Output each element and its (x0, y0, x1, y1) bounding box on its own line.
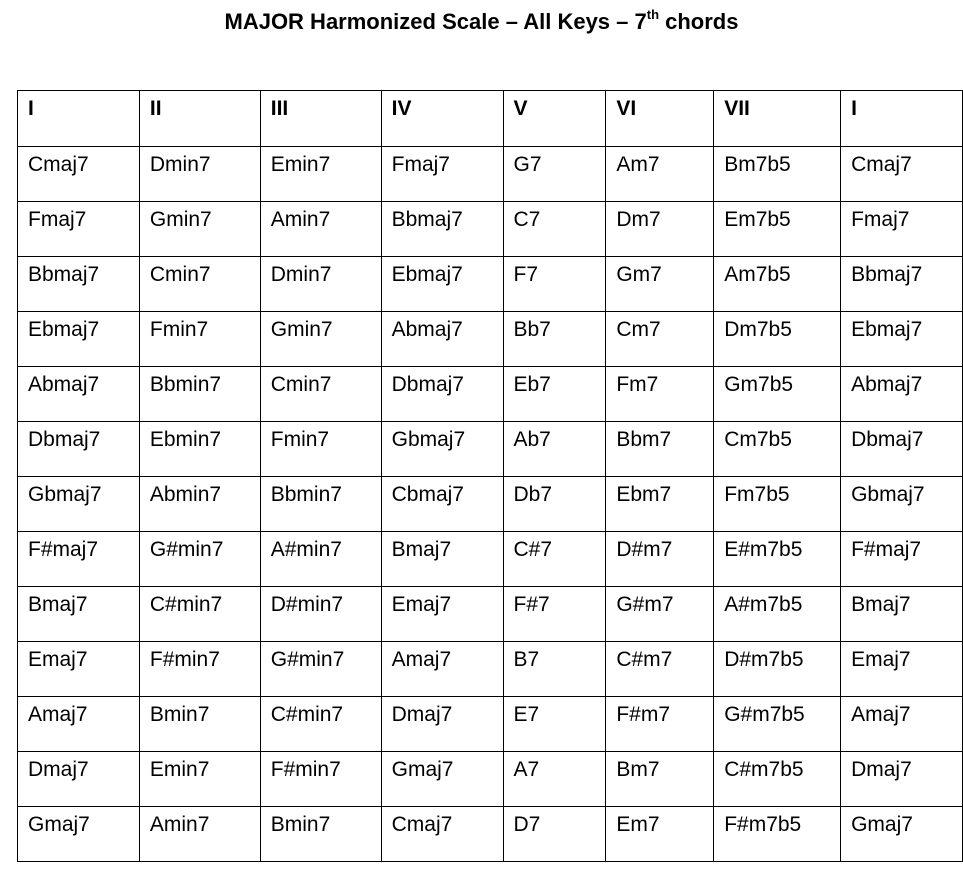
table-row (18, 257, 963, 312)
chord-cell: Bbmin7 (260, 477, 381, 532)
chord-cell: Dmin7 (260, 257, 381, 312)
chord-cell: F#min7 (139, 642, 260, 697)
chord-cell: G#m7 (606, 587, 714, 642)
chord-cell: Dmaj7 (18, 752, 140, 807)
chord-cell: Cm7b5 (714, 422, 841, 477)
chord-cell: Abmaj7 (841, 367, 963, 422)
chord-cell: Gbmaj7 (381, 422, 503, 477)
chord-cell: F7 (503, 257, 606, 312)
chord-cell: Gmaj7 (381, 752, 503, 807)
chord-cell: Bmaj7 (381, 532, 503, 587)
chord-cell: Abmaj7 (18, 367, 140, 422)
chord-cell: Cmaj7 (381, 807, 503, 862)
chord-cell: Gmin7 (139, 202, 260, 257)
chord-cell: Fmin7 (139, 312, 260, 367)
chord-cell: Eb7 (503, 367, 606, 422)
table-row (18, 642, 963, 697)
chord-cell: Fmaj7 (18, 202, 140, 257)
chord-cell: Ebm7 (606, 477, 714, 532)
chord-cell: Em7b5 (714, 202, 841, 257)
chord-cell: F#7 (503, 587, 606, 642)
chord-cell: Amaj7 (841, 697, 963, 752)
chord-cell: F#m7 (606, 697, 714, 752)
table-row (18, 422, 963, 477)
chord-cell: Dmin7 (139, 147, 260, 202)
table-row (18, 752, 963, 807)
chord-cell: Gmaj7 (841, 807, 963, 862)
column-header: II (139, 91, 260, 147)
chord-cell: Db7 (503, 477, 606, 532)
chord-cell: Cmin7 (139, 257, 260, 312)
chord-cell: A7 (503, 752, 606, 807)
column-header: VI (606, 91, 714, 147)
chord-cell: Amaj7 (381, 642, 503, 697)
chord-cell: Ebmaj7 (841, 312, 963, 367)
chord-cell: Gmin7 (260, 312, 381, 367)
chord-cell: Bm7 (606, 752, 714, 807)
chord-cell: F#min7 (260, 752, 381, 807)
chord-cell: Emaj7 (841, 642, 963, 697)
chord-cell: Bbmin7 (139, 367, 260, 422)
chord-cell: Emin7 (139, 752, 260, 807)
chord-cell: Bmaj7 (841, 587, 963, 642)
title-text: MAJOR Harmonized Scale – All Keys – 7 (224, 9, 647, 34)
chord-cell: Bbm7 (606, 422, 714, 477)
table-row (18, 532, 963, 587)
chord-cell: Dm7 (606, 202, 714, 257)
chord-cell: Am7 (606, 147, 714, 202)
chord-cell: Bmin7 (260, 807, 381, 862)
table-row (18, 587, 963, 642)
chord-cell: G#m7b5 (714, 697, 841, 752)
chord-cell: Amaj7 (18, 697, 140, 752)
chord-cell: Cmaj7 (18, 147, 140, 202)
chord-cell: Cmin7 (260, 367, 381, 422)
chord-cell: D#m7b5 (714, 642, 841, 697)
chord-cell: Ebmaj7 (381, 257, 503, 312)
chord-cell: Bm7b5 (714, 147, 841, 202)
chord-cell: C7 (503, 202, 606, 257)
table-row (18, 807, 963, 862)
chord-cell: Ebmin7 (139, 422, 260, 477)
chord-cell: F#maj7 (18, 532, 140, 587)
chord-cell: A#min7 (260, 532, 381, 587)
chord-cell: Ab7 (503, 422, 606, 477)
chord-cell: Gbmaj7 (841, 477, 963, 532)
chord-cell: Emin7 (260, 147, 381, 202)
chord-cell: Dbmaj7 (381, 367, 503, 422)
chord-cell: Ebmaj7 (18, 312, 140, 367)
chord-cell: Fm7b5 (714, 477, 841, 532)
chord-cell: Cbmaj7 (381, 477, 503, 532)
chord-table (17, 90, 963, 862)
column-header: VII (714, 91, 841, 147)
chord-cell: Fmaj7 (841, 202, 963, 257)
chord-cell: Dm7b5 (714, 312, 841, 367)
chord-cell: Bbmaj7 (381, 202, 503, 257)
chord-cell: C#min7 (139, 587, 260, 642)
chord-cell: C#m7 (606, 642, 714, 697)
chord-cell: Fmaj7 (381, 147, 503, 202)
chord-cell: E#m7b5 (714, 532, 841, 587)
chord-cell: D7 (503, 807, 606, 862)
table-row (18, 477, 963, 532)
column-header: III (260, 91, 381, 147)
table-row (18, 697, 963, 752)
title-text-end: chords (659, 9, 739, 34)
chord-cell: Amin7 (139, 807, 260, 862)
column-header: V (503, 91, 606, 147)
title-superscript: th (646, 6, 660, 22)
chord-cell: Emaj7 (381, 587, 503, 642)
chord-cell: Bb7 (503, 312, 606, 367)
chord-cell: Fmin7 (260, 422, 381, 477)
chord-cell: E7 (503, 697, 606, 752)
chord-cell: D#min7 (260, 587, 381, 642)
chord-cell: F#m7b5 (714, 807, 841, 862)
chord-cell: Emaj7 (18, 642, 140, 697)
header-row (18, 91, 963, 147)
chord-cell: Bmin7 (139, 697, 260, 752)
chord-cell: Cm7 (606, 312, 714, 367)
chord-cell: Bbmaj7 (841, 257, 963, 312)
table-row (18, 312, 963, 367)
chord-cell: Dbmaj7 (841, 422, 963, 477)
chord-cell: C#min7 (260, 697, 381, 752)
chord-cell: D#m7 (606, 532, 714, 587)
table-body (18, 147, 963, 862)
column-header: IV (381, 91, 503, 147)
chord-cell: Fm7 (606, 367, 714, 422)
table-row (18, 367, 963, 422)
chord-cell: Gm7b5 (714, 367, 841, 422)
chord-cell: Dmaj7 (841, 752, 963, 807)
chord-cell: Am7b5 (714, 257, 841, 312)
chord-cell: Abmin7 (139, 477, 260, 532)
chord-cell: F#maj7 (841, 532, 963, 587)
chord-cell: A#m7b5 (714, 587, 841, 642)
document-title (0, 8, 963, 36)
chord-cell: Gmaj7 (18, 807, 140, 862)
chord-cell: B7 (503, 642, 606, 697)
column-header: I (841, 91, 963, 147)
chord-cell: C#7 (503, 532, 606, 587)
chord-cell: Abmaj7 (381, 312, 503, 367)
chord-cell: Bbmaj7 (18, 257, 140, 312)
chord-cell: Dmaj7 (381, 697, 503, 752)
table-row (18, 147, 963, 202)
chord-cell: C#m7b5 (714, 752, 841, 807)
chord-cell: Gm7 (606, 257, 714, 312)
chord-cell: Em7 (606, 807, 714, 862)
chord-cell: Bmaj7 (18, 587, 140, 642)
chord-cell: Cmaj7 (841, 147, 963, 202)
chord-cell: G7 (503, 147, 606, 202)
chord-cell: Dbmaj7 (18, 422, 140, 477)
chord-cell: Gbmaj7 (18, 477, 140, 532)
chord-cell: G#min7 (139, 532, 260, 587)
chord-cell: G#min7 (260, 642, 381, 697)
table-row (18, 202, 963, 257)
chord-cell: Amin7 (260, 202, 381, 257)
column-header: I (18, 91, 140, 147)
